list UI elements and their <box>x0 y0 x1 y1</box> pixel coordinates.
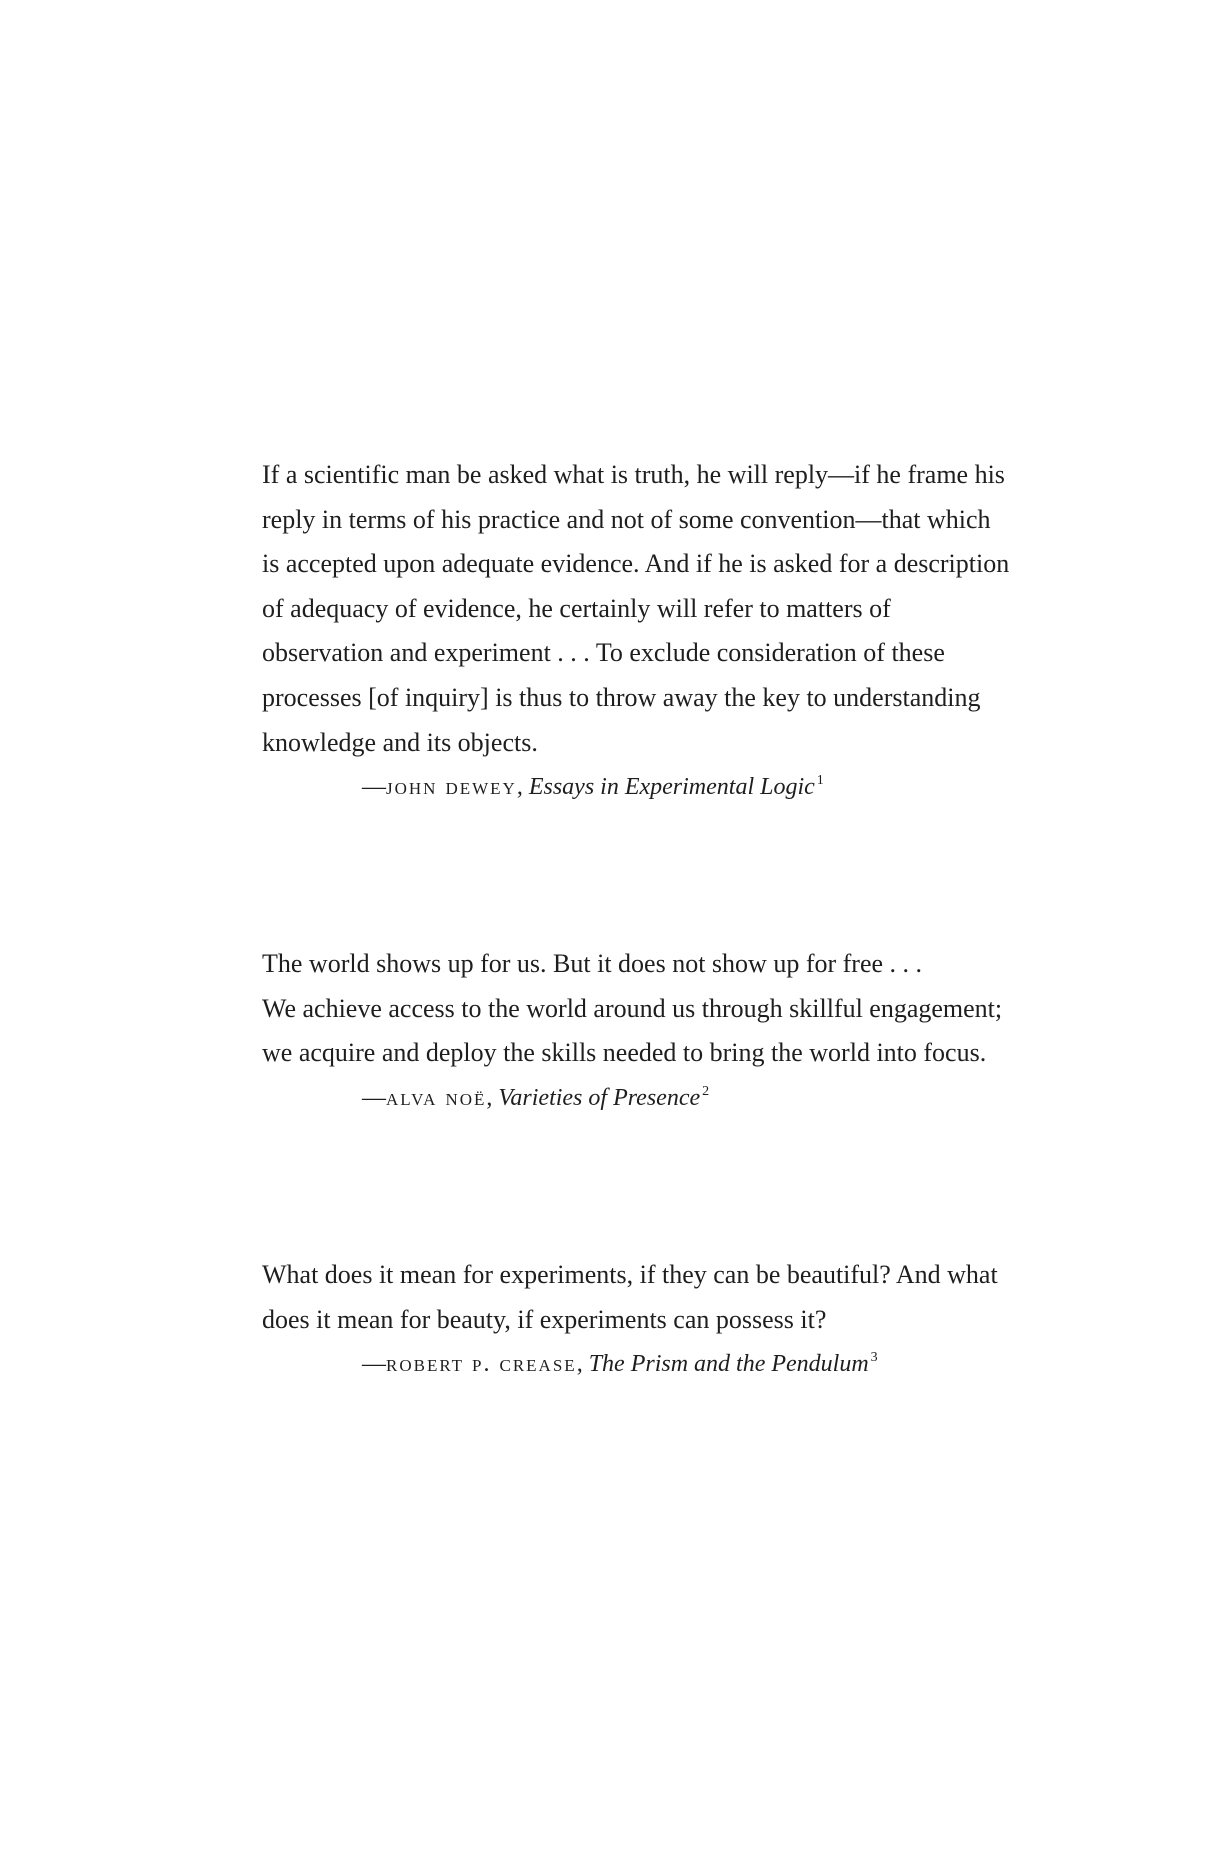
attribution-separator: , <box>516 774 529 801</box>
epigraph-noe <box>262 942 1062 1120</box>
quote-line: reply in terms of his practice and not of some convention—that which <box>262 504 991 534</box>
epigraph-attribution <box>362 1076 1062 1121</box>
epigraph-attribution <box>362 765 1062 810</box>
attribution-author: robert p. crease <box>386 1351 577 1378</box>
attribution-dash: — <box>362 1351 386 1378</box>
quote-line: is accepted upon adequate evidence. And if he is asked for a description <box>262 549 1010 579</box>
epigraph-quote <box>262 1253 1062 1342</box>
quote-line: We achieve access to the world around us through skillful engagement; <box>262 993 1003 1023</box>
quote-line: of adequacy of evidence, he certainly will refer to matters of <box>262 593 891 623</box>
quote-line: If a scientific man be asked what is truth, he will reply—if he frame his <box>262 460 1005 489</box>
quote-line: The world shows up for us. But it does not show up for free . . . <box>262 949 923 978</box>
footnote-marker[interactable]: 2 <box>702 1083 710 1099</box>
quote-line: observation and experiment . . . To exclude consideration of these <box>262 638 945 668</box>
epigraph-crease <box>262 1253 1062 1387</box>
epigraph-dewey <box>262 453 1062 810</box>
quote-line: we acquire and deploy the skills needed to bring the world into focus. <box>262 1038 987 1068</box>
attribution-author: john dewey <box>386 774 517 801</box>
footnote-marker[interactable]: 3 <box>870 1350 878 1366</box>
attribution-dash: — <box>362 774 386 801</box>
attribution-separator: , <box>486 1084 499 1111</box>
attribution-title: The Prism and the Pendulum <box>588 1351 869 1378</box>
quote-line: processes [of inquiry] is thus to throw away the key to understanding <box>262 682 981 712</box>
attribution-dash: — <box>362 1084 386 1111</box>
quote-line: does it mean for beauty, if experiments can possess it? <box>262 1304 827 1334</box>
attribution-title: Essays in Experimental Logic <box>528 774 815 801</box>
epigraph-quote <box>262 942 1062 1076</box>
attribution-title: Varieties of Presence <box>498 1084 701 1111</box>
quote-line: knowledge and its objects. <box>262 727 538 757</box>
attribution-author: alva noë <box>386 1084 487 1111</box>
epigraph-attribution <box>362 1342 1062 1387</box>
footnote-marker[interactable]: 1 <box>816 773 824 789</box>
quote-line: What does it mean for experiments, if they can be beautiful? And what <box>262 1260 998 1289</box>
epigraph-quote <box>262 453 1062 765</box>
attribution-separator: , <box>576 1351 589 1378</box>
